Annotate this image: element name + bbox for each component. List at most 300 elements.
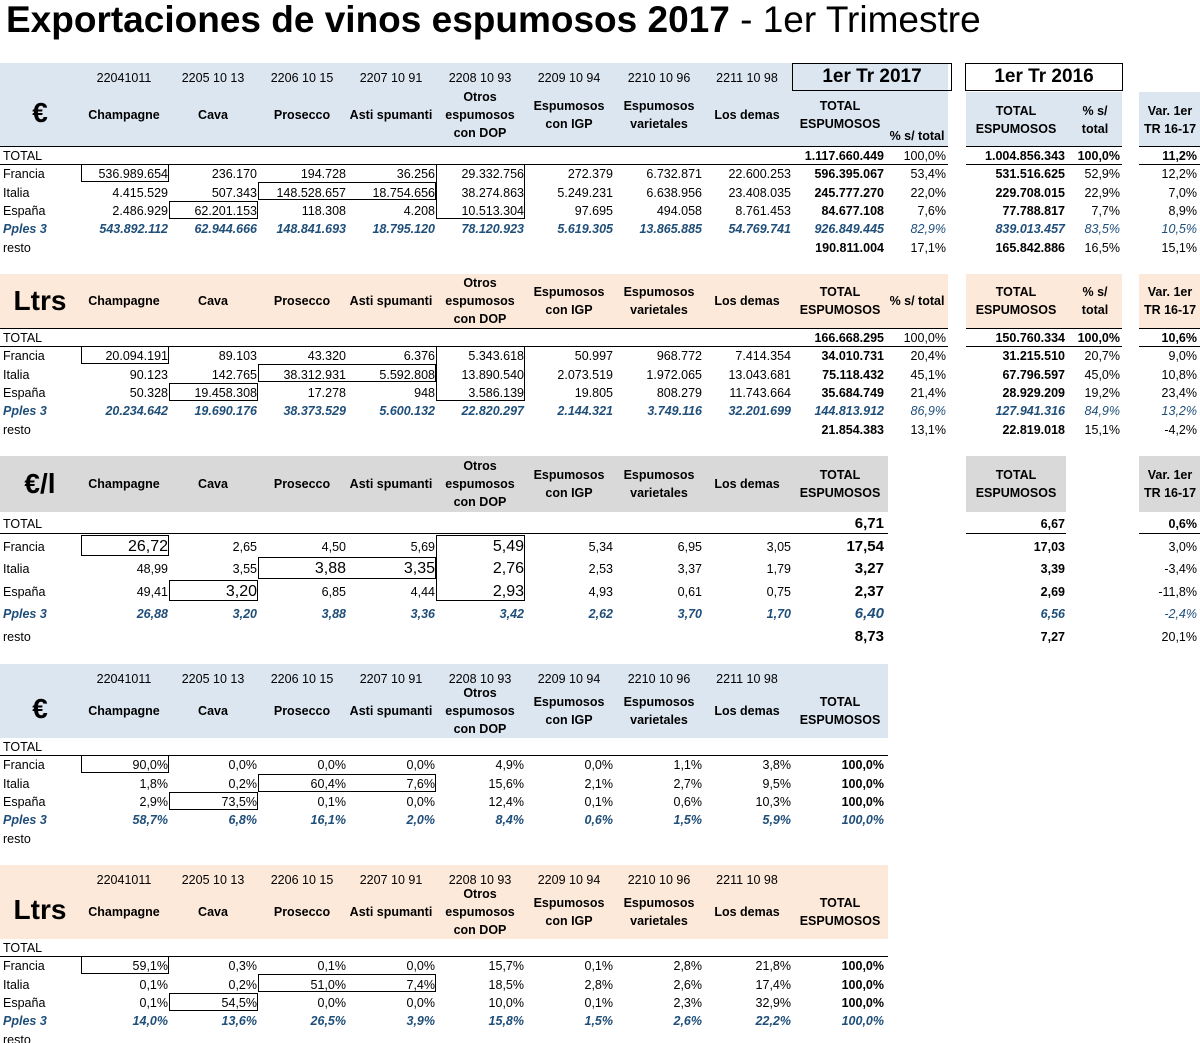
highlight-box (258, 974, 436, 992)
data-cell: 15,7% (488, 959, 524, 974)
variation-cell: -3,4% (1164, 562, 1197, 577)
pct-2016-cell: 15,1% (1084, 422, 1120, 437)
code-label: 2207 10 91 (359, 672, 423, 686)
data-cell: 6.732.871 (646, 167, 702, 182)
data-cell: 5.619.305 (557, 222, 613, 237)
column-header-pct-2016: % s/ total (1081, 285, 1109, 317)
pct-2016-cell: 52,9% (1084, 167, 1120, 182)
column-header: Espumosos con IGP (533, 468, 605, 500)
row-label: Pples 3 (3, 813, 47, 828)
code-label: 2208 10 93 (448, 71, 512, 85)
column-header-variation: Var. 1er TR 16-17 (1143, 285, 1197, 317)
total-cell: 35.684.749 (821, 386, 884, 401)
data-cell: 2,6% (673, 977, 702, 992)
row-label: TOTAL (3, 331, 43, 346)
highlight-box (169, 792, 258, 810)
data-cell: 14,0% (132, 1014, 168, 1029)
data-cell: 2,6% (673, 1014, 702, 1029)
data-cell: 3.586.139 (468, 386, 524, 401)
data-cell: 10,3% (755, 795, 791, 810)
row-label: resto (3, 831, 31, 846)
data-cell: 3,35 (403, 560, 435, 578)
highlight-box (258, 182, 436, 200)
data-cell: 18,5% (488, 977, 524, 992)
data-cell: 43.320 (307, 349, 346, 364)
row-label: TOTAL (3, 517, 43, 532)
code-label: 2211 10 98 (716, 71, 778, 85)
code-label: 2206 10 15 (270, 873, 334, 887)
column-header: Asti spumanti (349, 704, 433, 718)
total-2016-cell: 28.929.209 (1002, 386, 1065, 401)
code-label: 2210 10 96 (627, 873, 691, 887)
data-cell: 7,6% (406, 776, 435, 791)
data-cell: 536.989.654 (98, 167, 168, 182)
row-label: Francia (3, 349, 45, 364)
code-label: 2210 10 96 (627, 71, 691, 85)
variation-cell: 12,2% (1161, 167, 1197, 182)
pct-2016-cell: 84,9% (1084, 404, 1120, 419)
column-header: Espumosos con IGP (533, 695, 605, 727)
column-header-total: TOTAL ESPUMOSOS (799, 896, 881, 928)
total-cell: 1.117.660.449 (804, 149, 884, 164)
data-cell: 1,1% (673, 758, 702, 773)
data-cell: 4.415.529 (112, 185, 168, 200)
data-cell: 3,20 (225, 582, 257, 600)
variation-cell: -4,2% (1164, 422, 1197, 437)
column-header-total: TOTAL ESPUMOSOS (799, 99, 881, 131)
column-header-total-2016: TOTAL ESPUMOSOS (975, 285, 1057, 317)
row-label: Francia (3, 167, 45, 182)
column-header: Asti spumanti (349, 477, 433, 491)
data-cell: 23.408.035 (728, 185, 791, 200)
data-cell: 2,7% (673, 776, 702, 791)
row-label: resto (3, 240, 31, 255)
pct-cell: 100,0% (903, 331, 946, 346)
column-header: Los demas (714, 905, 780, 919)
column-header-pct-2016: % s/ total (1081, 103, 1109, 136)
row-label: resto (3, 1032, 31, 1043)
data-cell: 13.043.681 (728, 367, 791, 382)
column-header: Espumosos con IGP (533, 285, 605, 317)
total-2016-cell: 2,69 (1040, 584, 1065, 599)
column-header: Cava (198, 704, 228, 718)
data-cell: 2,1% (584, 776, 613, 791)
data-cell: 12,4% (488, 795, 524, 810)
data-cell: 4,93 (588, 584, 613, 599)
column-header: Espumosos con IGP (533, 896, 605, 928)
data-cell: 6,8% (228, 813, 257, 828)
data-cell: 0,0% (317, 758, 346, 773)
pct-2016-cell: 83,5% (1084, 222, 1120, 237)
column-header: Otros espumosos con DOP (445, 887, 515, 937)
column-header: Otros espumosos con DOP (445, 90, 515, 140)
pct-cell: 82,9% (910, 222, 946, 237)
column-header: Asti spumanti (349, 294, 433, 308)
variation-cell: 20,1% (1161, 629, 1197, 644)
highlight-box (436, 164, 525, 219)
data-cell: 5,49 (492, 537, 524, 555)
pct-cell: 45,1% (910, 367, 946, 382)
data-cell: 49,41 (136, 584, 168, 599)
column-header-total-2016: TOTAL ESPUMOSOS (975, 103, 1057, 136)
column-header: Espumosos varietales (623, 285, 695, 317)
data-cell: 272.379 (567, 167, 613, 182)
data-cell: 0,2% (228, 977, 257, 992)
data-cell: 48,99 (136, 562, 168, 577)
total-2016-cell: 77.788.817 (1002, 204, 1065, 219)
pct-cell: 53,4% (910, 167, 946, 182)
divider (0, 533, 888, 534)
data-cell: 13,6% (221, 1014, 257, 1029)
data-cell: 0,1% (139, 996, 168, 1011)
column-header: Champagne (88, 294, 160, 308)
data-cell: 4.208 (403, 204, 435, 219)
data-cell: 3,88 (321, 607, 346, 622)
row-label: Pples 3 (3, 404, 47, 419)
data-cell: 948 (414, 386, 435, 401)
data-cell: 26,88 (136, 607, 168, 622)
column-header: Los demas (714, 704, 780, 718)
row-label: España (3, 795, 46, 810)
data-cell: 3,05 (766, 539, 791, 554)
total-cell: 144.813.912 (814, 404, 884, 419)
total-cell: 100,0% (841, 758, 884, 773)
total-cell: 21.854.383 (821, 422, 884, 437)
data-cell: 142.765 (211, 367, 257, 382)
column-header-total: TOTAL ESPUMOSOS (799, 468, 881, 500)
column-header: Prosecco (273, 477, 331, 491)
column-header: Espumosos varietales (623, 695, 695, 727)
data-cell: 5.249.231 (557, 185, 613, 200)
data-cell: 19.458.308 (194, 386, 257, 401)
total-cell: 926.849.445 (814, 222, 884, 237)
variation-cell: 15,1% (1161, 240, 1197, 255)
data-cell: 19.690.176 (194, 404, 257, 419)
row-label: Italia (3, 977, 30, 992)
data-cell: 73,5% (221, 795, 257, 810)
data-cell: 58,7% (132, 813, 168, 828)
variation-cell: 10,8% (1161, 367, 1197, 382)
highlight-box (81, 346, 169, 364)
row-label: TOTAL (3, 740, 43, 755)
data-cell: 22.600.253 (728, 167, 791, 182)
data-cell: 89.103 (218, 349, 257, 364)
column-header: Prosecco (273, 294, 331, 308)
data-cell: 0,0% (406, 758, 435, 773)
row-label: Italia (3, 776, 30, 791)
data-cell: 968.772 (656, 349, 702, 364)
variation-cell: 10,6% (1161, 331, 1197, 346)
data-cell: 0,0% (406, 996, 435, 1011)
data-cell: 494.058 (656, 204, 702, 219)
pct-cell: 13,1% (910, 422, 946, 437)
row-label: TOTAL (3, 149, 43, 164)
row-label: Italia (3, 562, 30, 577)
total-2016-cell: 3,39 (1040, 562, 1065, 577)
data-cell: 2,3% (673, 996, 702, 1011)
data-cell: 26,5% (310, 1014, 346, 1029)
row-label: TOTAL (3, 941, 43, 956)
data-cell: 38.312.931 (283, 367, 346, 382)
data-cell: 236.170 (211, 167, 257, 182)
data-cell: 2,65 (232, 539, 257, 554)
data-cell: 0,2% (228, 776, 257, 791)
column-header: Los demas (714, 477, 780, 491)
data-cell: 50.997 (574, 349, 613, 364)
pct-2016-cell: 7,7% (1091, 204, 1120, 219)
data-cell: 59,1% (132, 959, 168, 974)
total-2016-cell: 6,56 (1040, 607, 1065, 622)
data-cell: 1.972.065 (646, 367, 702, 382)
data-cell: 0,0% (317, 996, 346, 1011)
data-cell: 15,8% (488, 1014, 524, 1029)
code-label: 2209 10 94 (537, 71, 601, 85)
total-cell: 596.395.067 (814, 167, 884, 182)
total-cell: 100,0% (841, 813, 884, 828)
data-cell: 0,0% (406, 959, 435, 974)
total-cell: 17,54 (846, 537, 884, 555)
data-cell: 8.761.453 (735, 204, 791, 219)
total-2016-cell: 1.004.856.343 (985, 149, 1065, 164)
row-label: España (3, 584, 46, 599)
data-cell: 2,53 (588, 562, 613, 577)
period-2016: 1er Tr 2016 (965, 63, 1123, 91)
data-cell: 4,50 (321, 539, 346, 554)
row-label: Italia (3, 185, 30, 200)
total-cell: 2,37 (854, 582, 884, 600)
total-cell: 100,0% (841, 996, 884, 1011)
data-cell: 2,93 (492, 582, 524, 600)
data-cell: 5.592.808 (379, 367, 435, 382)
column-header-total: TOTAL ESPUMOSOS (799, 285, 881, 317)
data-cell: 1,8% (139, 776, 168, 791)
total-2016-cell: 127.941.316 (995, 404, 1065, 419)
highlight-box (169, 383, 258, 401)
highlight-box (81, 755, 169, 773)
row-label: Francia (3, 758, 45, 773)
data-cell: 19.805 (574, 386, 613, 401)
data-cell: 20.094.191 (105, 349, 168, 364)
code-label: 2206 10 15 (270, 672, 334, 686)
data-cell: 1,79 (766, 562, 791, 577)
total-2016-cell: 6,67 (1040, 517, 1065, 532)
total-2016-cell: 31.215.510 (1002, 349, 1065, 364)
column-header-pct: % s/ total (889, 129, 945, 143)
total-2016-cell: 165.842.886 (995, 240, 1065, 255)
data-cell: 51,0% (310, 977, 346, 992)
total-2016-cell: 22.819.018 (1002, 422, 1065, 437)
row-label: resto (3, 422, 31, 437)
column-header: Cava (198, 108, 228, 122)
data-cell: 5.600.132 (379, 404, 435, 419)
data-cell: 97.695 (574, 204, 613, 219)
code-label: 22041011 (96, 71, 152, 85)
data-cell: 543.892.112 (99, 222, 168, 237)
data-cell: 7,4% (406, 977, 435, 992)
code-label: 22041011 (96, 672, 152, 686)
data-cell: 0,1% (584, 959, 613, 974)
data-cell: 507.343 (211, 185, 257, 200)
data-cell: 5,69 (410, 539, 435, 554)
total-cell: 6,40 (854, 605, 884, 623)
code-label: 2208 10 93 (448, 672, 512, 686)
variation-cell: 10,5% (1161, 222, 1197, 237)
data-cell: 3,20 (232, 607, 257, 622)
column-header: Champagne (88, 704, 160, 718)
period-2017: 1er Tr 2017 (792, 63, 952, 91)
variation-cell: 11,2% (1162, 149, 1197, 164)
unit-symbol: Ltrs (13, 894, 67, 925)
data-cell: 15,6% (488, 776, 524, 791)
highlight-box (81, 956, 169, 974)
column-header-variation: Var. 1er TR 16-17 (1143, 103, 1197, 136)
data-cell: 2,0% (406, 813, 435, 828)
row-label: Pples 3 (3, 1014, 47, 1029)
row-label: España (3, 204, 46, 219)
data-cell: 90,0% (132, 758, 168, 773)
unit-symbol: €/l (24, 468, 56, 499)
pct-2016-cell: 22,9% (1084, 185, 1120, 200)
highlight-box (436, 346, 525, 401)
data-cell: 1,5% (673, 813, 702, 828)
data-cell: 0,1% (584, 795, 613, 810)
total-cell: 100,0% (841, 959, 884, 974)
pct-2016-cell: 100,0% (1077, 149, 1120, 164)
highlight-box (169, 201, 258, 219)
data-cell: 0,1% (139, 977, 168, 992)
data-cell: 0,0% (406, 795, 435, 810)
data-cell: 3,55 (232, 562, 257, 577)
data-cell: 6,85 (321, 584, 346, 599)
data-cell: 6.376 (403, 349, 435, 364)
column-header: Cava (198, 905, 228, 919)
total-2016-cell: 531.516.625 (995, 167, 1065, 182)
total-2016-cell: 839.013.457 (995, 222, 1065, 237)
data-cell: 0,1% (317, 795, 346, 810)
pct-2016-cell: 16,5% (1084, 240, 1120, 255)
total-cell: 6,71 (854, 515, 884, 533)
variation-cell: 8,9% (1168, 204, 1197, 219)
code-label: 2209 10 94 (537, 672, 601, 686)
data-cell: 8,4% (495, 813, 524, 828)
column-header: Otros espumosos con DOP (445, 276, 515, 326)
data-cell: 5,34 (588, 539, 613, 554)
row-label: Francia (3, 539, 45, 554)
pct-cell: 21,4% (910, 386, 946, 401)
total-cell: 84.677.108 (821, 204, 884, 219)
data-cell: 6,95 (677, 539, 702, 554)
data-cell: 10,0% (488, 996, 524, 1011)
data-cell: 2,8% (673, 959, 702, 974)
variation-cell: -11,8% (1158, 584, 1197, 599)
row-label: resto (3, 629, 31, 644)
code-label: 2205 10 13 (181, 71, 245, 85)
data-cell: 21,8% (755, 959, 791, 974)
row-label: España (3, 996, 46, 1011)
data-cell: 1,70 (766, 607, 791, 622)
data-cell: 3,42 (499, 607, 524, 622)
column-header: Otros espumosos con DOP (445, 686, 515, 736)
column-header-total: TOTAL ESPUMOSOS (799, 695, 881, 727)
data-cell: 50.328 (129, 386, 168, 401)
data-cell: 0,1% (584, 996, 613, 1011)
pct-cell: 22,0% (910, 185, 946, 200)
data-cell: 0,1% (317, 959, 346, 974)
data-cell: 0,6% (673, 795, 702, 810)
highlight-box (169, 580, 258, 601)
code-label: 2205 10 13 (181, 873, 245, 887)
variation-cell: 0,6% (1168, 517, 1197, 532)
data-cell: 3,36 (410, 607, 435, 622)
data-cell: 5.343.618 (468, 349, 524, 364)
data-cell: 118.308 (301, 204, 346, 219)
variation-cell: -2,4% (1164, 607, 1197, 622)
highlight-box (169, 993, 258, 1011)
data-cell: 36.256 (396, 167, 435, 182)
data-cell: 2.486.929 (112, 204, 168, 219)
pct-2016-cell: 20,7% (1084, 349, 1120, 364)
data-cell: 2.144.321 (557, 404, 613, 419)
total-cell: 75.118.432 (822, 367, 884, 382)
pct-cell: 20,4% (910, 349, 946, 364)
data-cell: 808.279 (656, 386, 702, 401)
total-cell: 190.811.004 (815, 240, 884, 255)
data-cell: 2,8% (584, 977, 613, 992)
variation-cell: 13,2% (1161, 404, 1197, 419)
data-cell: 78.120.923 (461, 222, 524, 237)
unit-symbol: Ltrs (13, 285, 67, 316)
total-2016-cell: 67.796.597 (1002, 367, 1065, 382)
code-label: 2207 10 91 (359, 71, 423, 85)
highlight-box (81, 535, 169, 556)
column-header: Prosecco (273, 704, 331, 718)
data-cell: 20.234.642 (105, 404, 168, 419)
total-cell: 100,0% (841, 776, 884, 791)
code-label: 2210 10 96 (627, 672, 691, 686)
code-label: 2211 10 98 (716, 873, 778, 887)
data-cell: 4,9% (495, 758, 524, 773)
data-cell: 13.890.540 (461, 367, 524, 382)
column-header: Los demas (714, 108, 780, 122)
column-header: Prosecco (273, 108, 331, 122)
column-header-pct: % s/ total (889, 294, 945, 308)
column-header: Champagne (88, 477, 160, 491)
column-header: Champagne (88, 905, 160, 919)
data-cell: 3.749.116 (647, 404, 702, 419)
variation-cell: 9,0% (1168, 349, 1197, 364)
total-2016-cell: 150.760.334 (995, 331, 1065, 346)
data-cell: 17.278 (307, 386, 346, 401)
data-cell: 13.865.885 (639, 222, 702, 237)
code-label: 2211 10 98 (716, 672, 778, 686)
column-header: Prosecco (273, 905, 331, 919)
highlight-box (436, 535, 525, 601)
data-cell: 62.944.666 (194, 222, 257, 237)
data-cell: 148.841.693 (276, 222, 346, 237)
data-cell: 6.638.956 (646, 185, 702, 200)
data-cell: 0,3% (228, 959, 257, 974)
data-cell: 194.728 (300, 167, 346, 182)
code-label: 2207 10 91 (359, 873, 423, 887)
data-cell: 32.201.699 (728, 404, 791, 419)
data-cell: 9,5% (762, 776, 791, 791)
data-cell: 32,9% (755, 996, 791, 1011)
column-header: Espumosos varietales (623, 468, 695, 500)
total-2016-cell: 229.708.015 (995, 185, 1065, 200)
variation-cell: 23,4% (1161, 386, 1197, 401)
pct-cell: 100,0% (903, 149, 946, 164)
data-cell: 18.795.120 (372, 222, 435, 237)
